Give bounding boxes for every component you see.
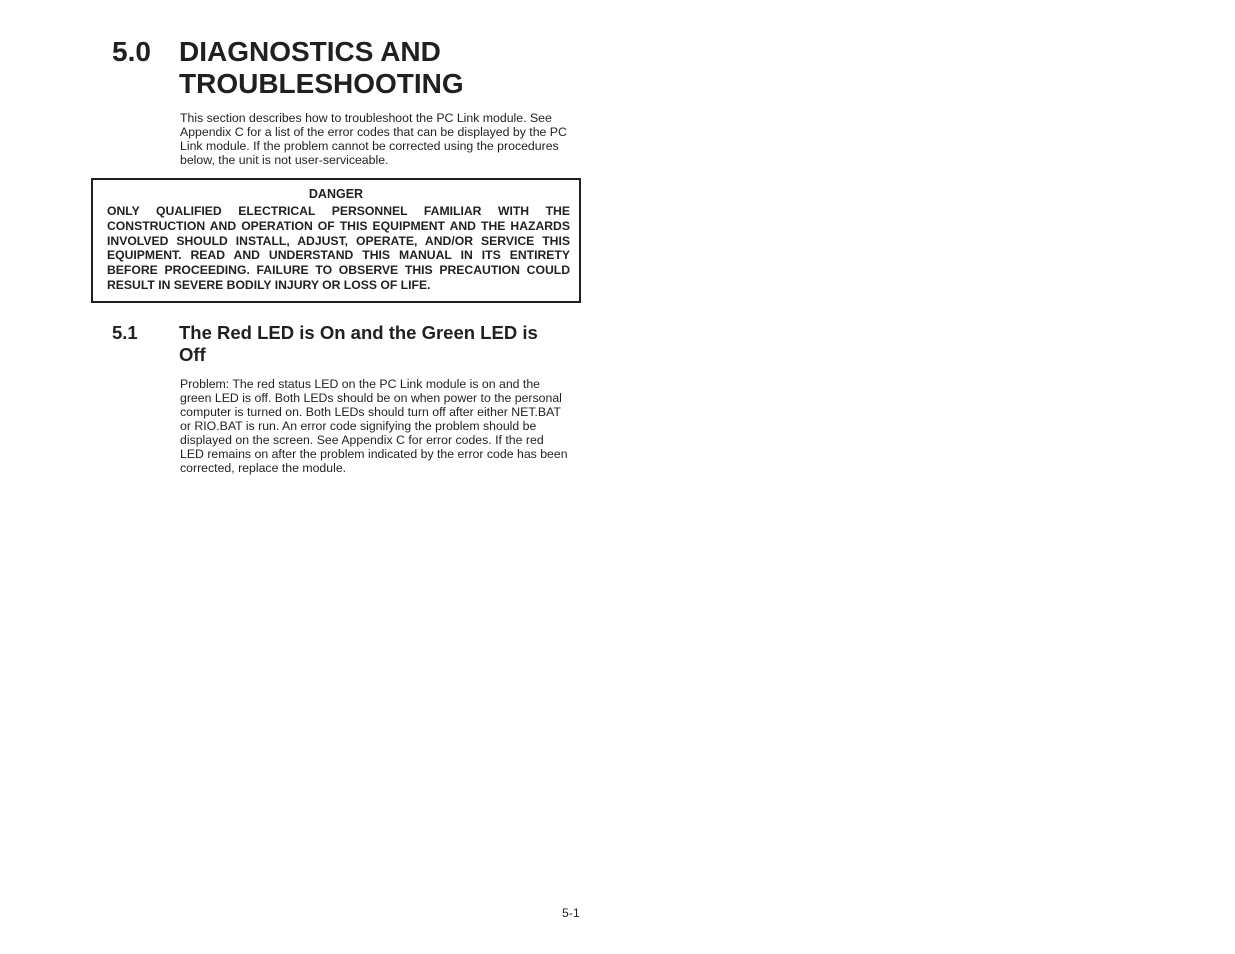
- page-number: 5-1: [562, 906, 580, 920]
- danger-warning-text: ONLY QUALIFIED ELECTRICAL PERSONNEL FAMILIAR WITH THE CONSTRUCTION AND OPERATION OF THIS EQUIPMENT AND THE HAZARDS INVOLVED SHOULD INSTALL, ADJUST, OPERATE, AND/OR SERVICE THIS EQUIPMENT. READ AND UNDERSTAND THIS MANUAL IN ITS ENTIRETY BEFORE PROCEEDING. FAILURE TO OBSERVE THIS PRECAUTION COULD RESULT IN SEVERE BODILY INJURY OR LOSS OF LIFE.: [107, 204, 570, 292]
- subsection-heading: The Red LED is On and the Green LED is Off: [179, 322, 538, 365]
- subsection-number: 5.1: [112, 322, 138, 343]
- section-heading: DIAGNOSTICS AND TROUBLESHOOTING: [179, 36, 464, 99]
- intro-paragraph: This section describes how to troubleshoot the PC Link module. See Appendix C for a list of the error codes that can be displayed by the PC Link module. If the problem cannot be corrected using the procedures below, the unit is not user-serviceable.: [180, 111, 567, 167]
- problem-paragraph: Problem: The red status LED on the PC Link module is on and the green LED is off. Both LEDs should be on when power to the personal computer is turned on. Both LEDs should turn off after either NET.BAT or RIO.BAT is run. An error code signifying the problem should be displayed on the screen. See Appendix C for error codes. If the red LED remains on after the problem indicated by the error code has been corrected, replace the module.: [180, 377, 568, 475]
- section-number: 5.0: [112, 36, 151, 67]
- danger-title: DANGER: [308, 187, 364, 201]
- danger-notice-box: [91, 178, 581, 303]
